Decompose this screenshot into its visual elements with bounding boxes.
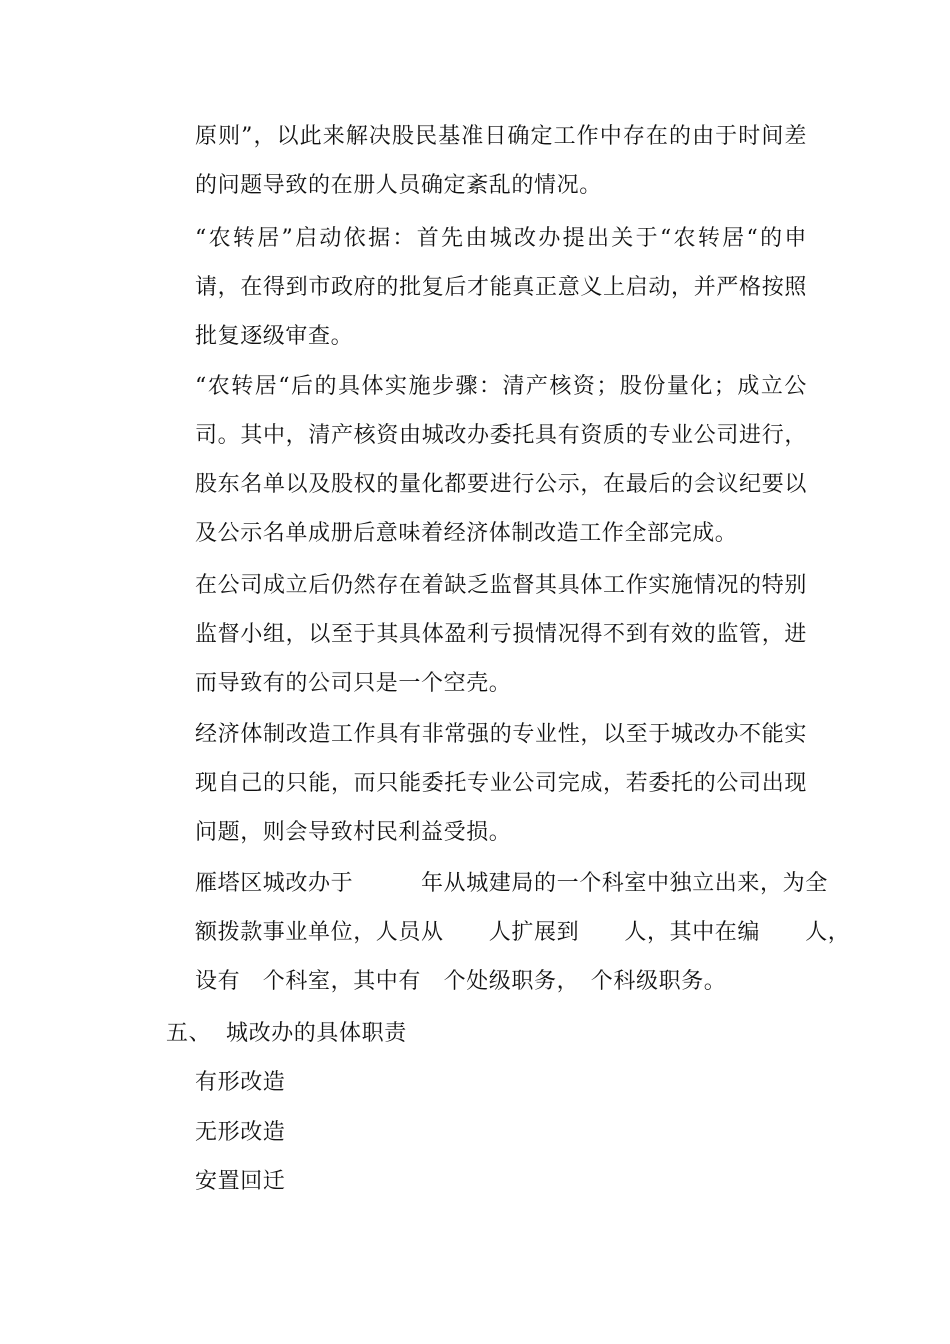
list-item: 安置回迁	[195, 1169, 286, 1194]
text-line: 请，在得到市政府的批复后才能真正意义上启动，并严格按照	[195, 275, 807, 300]
text-line: 监督小组，以至于其具体盈利亏损情况得不到有效的监管，进	[195, 622, 807, 647]
paragraph-5	[195, 710, 807, 857]
paragraph-6	[195, 859, 851, 1006]
text-line: 及公示名单成册后意味着经济体制改造工作全部完成。	[195, 521, 738, 546]
text-line: 雁塔区城改办于 年从城建局的一个科室中独立出来，为全	[195, 871, 828, 896]
section-number: 五、	[166, 1021, 212, 1046]
paragraph-2	[195, 214, 807, 361]
paragraph-1	[195, 112, 807, 210]
section-title: 城改办的具体职责	[226, 1021, 407, 1046]
text-line: 设有 个科室，其中有 个处级职务， 个科级职务。	[195, 969, 727, 994]
paragraph-4	[195, 561, 807, 708]
text-line: 额拨款事业单位，人员从 人扩展到 人，其中在编 人，	[195, 920, 851, 945]
text-line: 现自己的只能，而只能委托专业公司完成，若委托的公司出现	[195, 771, 807, 796]
text-line: 问题，则会导致村民利益受损。	[195, 820, 512, 845]
text-line: 批复逐级审查。	[195, 324, 354, 349]
text-line: 股东名单以及股权的量化都要进行公示，在最后的会议纪要以	[195, 472, 807, 497]
section-heading	[166, 1009, 407, 1058]
text-line: 在公司成立后仍然存在着缺乏监督其具体工作实施情况的特别	[195, 573, 807, 598]
text-line: 司。其中，清产核资由城改办委托具有资质的专业公司进行，	[195, 423, 807, 448]
text-line: “农转居“后的具体实施步骤：清产核资；股份量化；成立公	[195, 374, 807, 399]
list-item: 有形改造	[195, 1070, 286, 1095]
text-line: 经济体制改造工作具有非常强的专业性，以至于城改办不能实	[195, 722, 807, 747]
text-line: “农转居”启动依据：首先由城改办提出关于“农转居“的申	[195, 226, 807, 251]
text-line: 而导致有的公司只是一个空壳。	[195, 671, 512, 696]
text-line: 的问题导致的在册人员确定紊乱的情况。	[195, 173, 602, 198]
list-item: 无形改造	[195, 1120, 286, 1145]
paragraph-3	[195, 362, 807, 558]
text-line: 原则”，以此来解决股民基准日确定工作中存在的由于时间差	[195, 124, 807, 149]
